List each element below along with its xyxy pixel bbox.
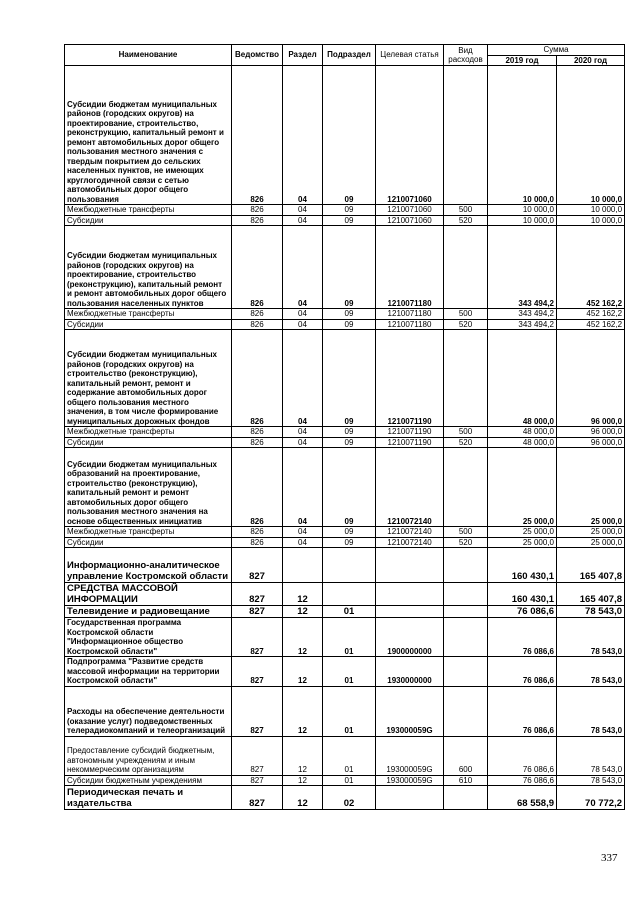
table-row xyxy=(65,205,625,216)
cell-dept: 827 xyxy=(232,606,283,618)
cell-dept: 826 xyxy=(232,448,283,527)
cell-name: Субсидии xyxy=(65,319,232,330)
cell-dept: 827 xyxy=(232,618,283,657)
table-row xyxy=(65,215,625,226)
cell-dept: 827 xyxy=(232,686,283,736)
cell-target: 1210071060 xyxy=(376,215,444,226)
cell-target: 193000059G xyxy=(376,736,444,775)
table-row xyxy=(65,309,625,320)
table-row xyxy=(65,226,625,309)
header-target: Целевая статья xyxy=(376,45,444,66)
cell-exp-type xyxy=(444,448,488,527)
cell-2019: 76 086,6 xyxy=(488,657,557,687)
cell-target: 1930000000 xyxy=(376,657,444,687)
cell-name: Расходы на обеспечение деятельности (оказание услуг) подведомственных телерадиокомпаний и телеорганизаций xyxy=(65,686,232,736)
cell-2020: 78 543,0 xyxy=(557,606,625,618)
table-row xyxy=(65,606,625,618)
cell-2020: 78 543,0 xyxy=(557,736,625,775)
cell-2020: 96 000,0 xyxy=(557,330,625,427)
cell-subsection: 09 xyxy=(323,527,376,538)
cell-name: Периодическая печать и издательства xyxy=(65,786,232,810)
cell-exp-type: 500 xyxy=(444,205,488,216)
cell-2020: 452 162,2 xyxy=(557,226,625,309)
header-subsection: Подраздел xyxy=(323,45,376,66)
cell-section: 12 xyxy=(283,736,323,775)
cell-section: 12 xyxy=(283,786,323,810)
cell-exp-type: 520 xyxy=(444,319,488,330)
cell-subsection xyxy=(323,583,376,606)
cell-section: 04 xyxy=(283,226,323,309)
cell-subsection: 02 xyxy=(323,786,376,810)
cell-exp-type xyxy=(444,657,488,687)
cell-name: Субсидии бюджетам муниципальных районов (городских округов) на строительство (реконструкцию), капитальный ремонт, ремонт и содержание автомобильных дорог общего пользования местного значения, в том числе формирование муниципальных дорожных фондов xyxy=(65,330,232,427)
cell-subsection: 09 xyxy=(323,215,376,226)
cell-name: Субсидии xyxy=(65,215,232,226)
cell-name: Субсидии бюджетам муниципальных районов (городских округов) на проектирование, строительство, реконструкцию, капитальный ремонт и ремонт автомобильных дорог общего пользования местного значения с твердым покрытием до сельских населенных пунктов, не имеющих круглогодичной связи с сетью автомобильных дорог общего пользования xyxy=(65,66,232,205)
cell-2020: 10 000,0 xyxy=(557,66,625,205)
cell-section: 04 xyxy=(283,215,323,226)
cell-subsection: 09 xyxy=(323,448,376,527)
cell-dept: 826 xyxy=(232,437,283,448)
cell-2020: 25 000,0 xyxy=(557,527,625,538)
cell-name: Телевидение и радиовещание xyxy=(65,606,232,618)
cell-name: Информационно-аналитическое управление Костромской области xyxy=(65,548,232,583)
cell-dept: 827 xyxy=(232,736,283,775)
cell-dept: 826 xyxy=(232,309,283,320)
cell-dept: 826 xyxy=(232,319,283,330)
cell-2020: 165 407,8 xyxy=(557,583,625,606)
table-row xyxy=(65,66,625,205)
cell-name: Государственная программа Костромской области "Информационное общество Костромской области" xyxy=(65,618,232,657)
cell-target: 1210071190 xyxy=(376,437,444,448)
cell-2019: 76 086,6 xyxy=(488,618,557,657)
cell-exp-type: 500 xyxy=(444,427,488,438)
cell-subsection: 09 xyxy=(323,330,376,427)
cell-name: Межбюджетные трансферты xyxy=(65,427,232,438)
cell-section: 04 xyxy=(283,205,323,216)
cell-subsection: 01 xyxy=(323,686,376,736)
cell-section: 04 xyxy=(283,309,323,320)
cell-exp-type xyxy=(444,66,488,205)
cell-section xyxy=(283,548,323,583)
cell-name: Подпрограмма "Развитие средств массовой информации на территории Костромской области" xyxy=(65,657,232,687)
cell-2019: 343 494,2 xyxy=(488,226,557,309)
cell-subsection: 09 xyxy=(323,319,376,330)
cell-section: 04 xyxy=(283,319,323,330)
cell-target: 1900000000 xyxy=(376,618,444,657)
cell-subsection: 01 xyxy=(323,606,376,618)
cell-exp-type xyxy=(444,786,488,810)
cell-section: 04 xyxy=(283,448,323,527)
page-number: 337 xyxy=(601,852,618,864)
cell-dept: 827 xyxy=(232,548,283,583)
cell-2019: 68 558,9 xyxy=(488,786,557,810)
cell-2019: 160 430,1 xyxy=(488,548,557,583)
cell-subsection: 01 xyxy=(323,775,376,786)
table-row xyxy=(65,437,625,448)
cell-target: 1210071190 xyxy=(376,330,444,427)
table-row xyxy=(65,736,625,775)
cell-subsection: 09 xyxy=(323,437,376,448)
cell-2019: 10 000,0 xyxy=(488,215,557,226)
cell-target xyxy=(376,583,444,606)
header-name: Наименование xyxy=(65,45,232,66)
cell-2019: 10 000,0 xyxy=(488,66,557,205)
cell-section: 12 xyxy=(283,606,323,618)
cell-2020: 70 772,2 xyxy=(557,786,625,810)
table-row xyxy=(65,330,625,427)
cell-2019: 48 000,0 xyxy=(488,330,557,427)
header-2020: 2020 год xyxy=(557,55,625,66)
cell-2019: 76 086,6 xyxy=(488,686,557,736)
cell-subsection: 09 xyxy=(323,66,376,205)
cell-exp-type: 500 xyxy=(444,309,488,320)
cell-section: 04 xyxy=(283,66,323,205)
cell-name: Межбюджетные трансферты xyxy=(65,527,232,538)
cell-2019: 76 086,6 xyxy=(488,736,557,775)
cell-2019: 343 494,2 xyxy=(488,319,557,330)
cell-dept: 826 xyxy=(232,226,283,309)
table-header xyxy=(65,45,625,66)
cell-exp-type xyxy=(444,548,488,583)
cell-2019: 25 000,0 xyxy=(488,448,557,527)
cell-exp-type xyxy=(444,606,488,618)
cell-subsection: 09 xyxy=(323,427,376,438)
cell-2019: 25 000,0 xyxy=(488,537,557,548)
cell-dept: 826 xyxy=(232,427,283,438)
cell-dept: 826 xyxy=(232,330,283,427)
cell-target: 1210071180 xyxy=(376,319,444,330)
cell-subsection: 01 xyxy=(323,657,376,687)
cell-subsection: 09 xyxy=(323,205,376,216)
table-row xyxy=(65,657,625,687)
cell-2019: 25 000,0 xyxy=(488,527,557,538)
cell-dept: 827 xyxy=(232,775,283,786)
table-row xyxy=(65,527,625,538)
cell-name: Субсидии бюджетам муниципальных образований на проектирование, строительство (реконструкцию), капитальный ремонт и ремонт автомобильных дорог общего пользования местного значения на основе общественных инициатив xyxy=(65,448,232,527)
cell-name: Субсидии бюджетам муниципальных районов (городских округов) на проектирование, строительство (реконструкцию), капитальный ремонт и ремонт автомобильных дорог общего пользования населенных пунктов xyxy=(65,226,232,309)
cell-2020: 165 407,8 xyxy=(557,548,625,583)
table-row xyxy=(65,448,625,527)
cell-exp-type xyxy=(444,618,488,657)
cell-name: Субсидии xyxy=(65,537,232,548)
cell-name: Предоставление субсидий бюджетным, автономным учреждениям и иным некоммерческим организациям xyxy=(65,736,232,775)
header-dept: Ведомство xyxy=(232,45,283,66)
cell-dept: 827 xyxy=(232,583,283,606)
cell-2020: 452 162,2 xyxy=(557,319,625,330)
cell-exp-type xyxy=(444,686,488,736)
header-sum: Сумма xyxy=(488,45,625,56)
cell-target: 193000059G xyxy=(376,775,444,786)
cell-target xyxy=(376,606,444,618)
budget-table xyxy=(64,44,625,810)
cell-section: 04 xyxy=(283,427,323,438)
cell-2020: 96 000,0 xyxy=(557,427,625,438)
cell-exp-type: 520 xyxy=(444,437,488,448)
cell-dept: 826 xyxy=(232,537,283,548)
cell-name: Межбюджетные трансферты xyxy=(65,309,232,320)
cell-exp-type xyxy=(444,583,488,606)
cell-dept: 827 xyxy=(232,657,283,687)
table-row xyxy=(65,686,625,736)
cell-2019: 48 000,0 xyxy=(488,427,557,438)
cell-section: 04 xyxy=(283,437,323,448)
cell-exp-type xyxy=(444,330,488,427)
cell-target: 1210071060 xyxy=(376,66,444,205)
cell-2020: 96 000,0 xyxy=(557,437,625,448)
cell-2020: 78 543,0 xyxy=(557,657,625,687)
table-row xyxy=(65,537,625,548)
cell-2020: 452 162,2 xyxy=(557,309,625,320)
table-row xyxy=(65,319,625,330)
cell-2020: 10 000,0 xyxy=(557,205,625,216)
cell-target: 1210072140 xyxy=(376,448,444,527)
table-row xyxy=(65,775,625,786)
cell-exp-type: 500 xyxy=(444,527,488,538)
table-row xyxy=(65,786,625,810)
cell-subsection: 09 xyxy=(323,226,376,309)
cell-exp-type: 520 xyxy=(444,215,488,226)
cell-target: 1210072140 xyxy=(376,537,444,548)
cell-name: СРЕДСТВА МАССОВОЙ ИНФОРМАЦИИ xyxy=(65,583,232,606)
cell-section: 04 xyxy=(283,537,323,548)
cell-2020: 78 543,0 xyxy=(557,618,625,657)
cell-2019: 76 086,6 xyxy=(488,775,557,786)
table-row xyxy=(65,583,625,606)
cell-2019: 160 430,1 xyxy=(488,583,557,606)
cell-name: Субсидии xyxy=(65,437,232,448)
cell-target: 1210072140 xyxy=(376,527,444,538)
header-2019: 2019 год xyxy=(488,55,557,66)
cell-dept: 826 xyxy=(232,205,283,216)
cell-section: 12 xyxy=(283,686,323,736)
cell-subsection: 01 xyxy=(323,618,376,657)
cell-2019: 10 000,0 xyxy=(488,205,557,216)
header-section: Раздел xyxy=(283,45,323,66)
cell-target xyxy=(376,548,444,583)
cell-section: 12 xyxy=(283,618,323,657)
table-row xyxy=(65,427,625,438)
cell-target: 1210071060 xyxy=(376,205,444,216)
cell-exp-type: 520 xyxy=(444,537,488,548)
cell-section: 04 xyxy=(283,330,323,427)
cell-2020: 25 000,0 xyxy=(557,448,625,527)
cell-target: 1210071180 xyxy=(376,309,444,320)
cell-section: 12 xyxy=(283,583,323,606)
cell-2020: 78 543,0 xyxy=(557,686,625,736)
cell-subsection xyxy=(323,548,376,583)
cell-subsection: 09 xyxy=(323,309,376,320)
cell-dept: 826 xyxy=(232,527,283,538)
cell-2020: 25 000,0 xyxy=(557,537,625,548)
cell-2019: 76 086,6 xyxy=(488,606,557,618)
cell-exp-type: 610 xyxy=(444,775,488,786)
cell-dept: 827 xyxy=(232,786,283,810)
cell-target xyxy=(376,786,444,810)
header-exp-type: Вид расходов xyxy=(444,45,488,66)
cell-section: 04 xyxy=(283,527,323,538)
cell-2019: 48 000,0 xyxy=(488,437,557,448)
cell-dept: 826 xyxy=(232,215,283,226)
cell-target: 1210071180 xyxy=(376,226,444,309)
cell-name: Межбюджетные трансферты xyxy=(65,205,232,216)
cell-2020: 10 000,0 xyxy=(557,215,625,226)
cell-2019: 343 494,2 xyxy=(488,309,557,320)
cell-subsection: 09 xyxy=(323,537,376,548)
table-row xyxy=(65,548,625,583)
cell-name: Субсидии бюджетным учреждениям xyxy=(65,775,232,786)
cell-target: 193000059G xyxy=(376,686,444,736)
cell-exp-type: 600 xyxy=(444,736,488,775)
cell-target: 1210071190 xyxy=(376,427,444,438)
cell-exp-type xyxy=(444,226,488,309)
cell-2020: 78 543,0 xyxy=(557,775,625,786)
cell-subsection: 01 xyxy=(323,736,376,775)
table-body xyxy=(65,66,625,810)
cell-dept: 826 xyxy=(232,66,283,205)
cell-section: 12 xyxy=(283,657,323,687)
table-row xyxy=(65,618,625,657)
cell-section: 12 xyxy=(283,775,323,786)
